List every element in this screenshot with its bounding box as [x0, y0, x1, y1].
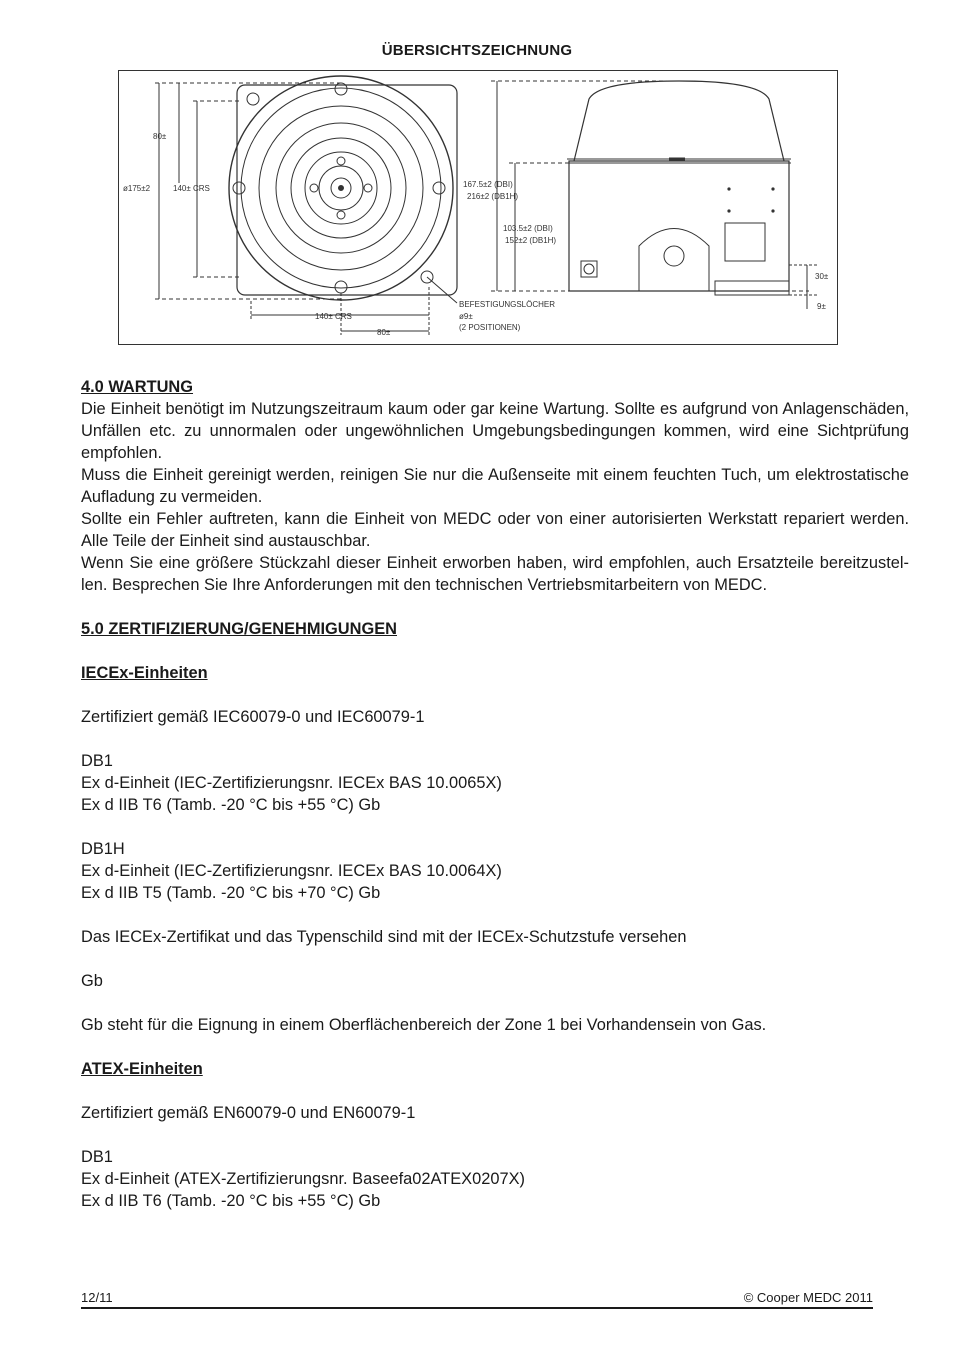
section-4-paragraph-4: Wenn Sie eine größere Stückzahl dieser Einheit erworben haben, wird empfohlen, auch Ersatzteile bereitzustel-len. Besprechen Sie Ihre Anforderungen mit den technischen Vertriebsmitarbeitern von MEDC. [81, 554, 909, 594]
iecex-db1-line-2: Ex d IIB T6 (Tamb. -20 °C bis +55 °C) Gb [81, 796, 381, 814]
iecex-db1-name: DB1 [81, 752, 113, 770]
dim-140-crs-horizontal: 140± CRS [315, 312, 352, 321]
page-title: ÜBERSICHTSZEICHNUNG [381, 42, 573, 59]
section-5-title: 5.0 ZERTIFIZIERUNG/GENEHMIGUNGEN [81, 620, 397, 638]
iecex-note: Das IECEx-Zertifikat und das Typenschild sind mit der IECEx-Schutzstufe versehen [81, 928, 687, 946]
holes-diameter: ø9± [459, 312, 473, 321]
atex-db1-name: DB1 [81, 1148, 113, 1166]
iecex-level: Gb [81, 972, 103, 990]
iecex-db1-line-1: Ex d-Einheit (IEC-Zertifizierungsnr. IECEx BAS 10.0065X) [81, 774, 502, 792]
dim-140-crs-vertical: 140± CRS [173, 184, 210, 193]
holes-count: (2 POSITIONEN) [459, 323, 521, 332]
iecex-db1h-line-2: Ex d IIB T5 (Tamb. -20 °C bis +70 °C) Gb [81, 884, 381, 902]
dim-80-horizontal: 80± [377, 328, 391, 337]
dim-216: 216±2 (DB1H) [467, 192, 519, 201]
section-4-title: 4.0 WARTUNG [81, 378, 194, 396]
atex-title: ATEX-Einheiten [81, 1060, 203, 1078]
iecex-certified: Zertifiziert gemäß IEC60079-0 und IEC60079-1 [81, 708, 425, 726]
holes-title: BEFESTIGUNGSLÖCHER [459, 300, 556, 309]
page-number: 12/11 [81, 1290, 113, 1305]
iecex-db1h-name: DB1H [81, 840, 125, 858]
dim-80-vertical: 80± [153, 132, 167, 141]
section-4-paragraph-1: Die Einheit benötigt im Nutzungszeitraum kaum oder gar keine Wartung. Sollte es aufgrund von Anlagenschäden, Unfällen etc. zu unnormalen oder ungewöhnlichen Umgebungsbedingungen kommen, wird eine Sichtprüfung empfohlen. [81, 400, 909, 462]
side-view-body [569, 161, 789, 291]
atex-db1-line-1: Ex d-Einheit (ATEX-Zertifizierungsnr. Baseefa02ATEX0207X) [81, 1170, 525, 1188]
iecex-level-description: Gb steht für die Eignung in einem Oberflächenbereich der Zone 1 bei Vorhandensein von Gas. [81, 1016, 767, 1034]
section-4-paragraph-2: Muss die Einheit gereinigt werden, reinigen Sie nur die Außenseite mit einem feuchten Tuch, um elektrostatische Aufladung zu vermeiden. [81, 466, 909, 506]
dim-103: 103.5±2 (DBI) [503, 224, 553, 233]
document-body [81, 376, 909, 1212]
footer-divider [81, 1307, 873, 1309]
dim-9: 9± [817, 302, 826, 311]
dim-175-diameter: ø175±2 [123, 184, 151, 193]
section-4-paragraph-3: Sollte ein Fehler auftreten, kann die Einheit von MEDC oder von einer autorisierten Werkstatt repariert werden. Alle Teile der Einheit sind austauschbar. [81, 510, 909, 550]
atex-certified: Zertifiziert gemäß EN60079-0 und EN60079-1 [81, 1104, 416, 1122]
copyright: © Cooper MEDC 2011 [743, 1290, 873, 1305]
dim-30: 30± [815, 272, 829, 281]
iecex-title: IECEx-Einheiten [81, 664, 208, 682]
overview-drawing [118, 70, 838, 345]
dim-152: 152±2 (DB1H) [505, 236, 557, 245]
iecex-db1h-line-1: Ex d-Einheit (IEC-Zertifizierungsnr. IECEx BAS 10.0064X) [81, 862, 502, 880]
atex-db1-line-2: Ex d IIB T6 (Tamb. -20 °C bis +55 °C) Gb [81, 1192, 381, 1210]
technical-drawing [119, 71, 837, 344]
dim-167: 167.5±2 (DBI) [463, 180, 513, 189]
side-view-dome [574, 81, 784, 161]
